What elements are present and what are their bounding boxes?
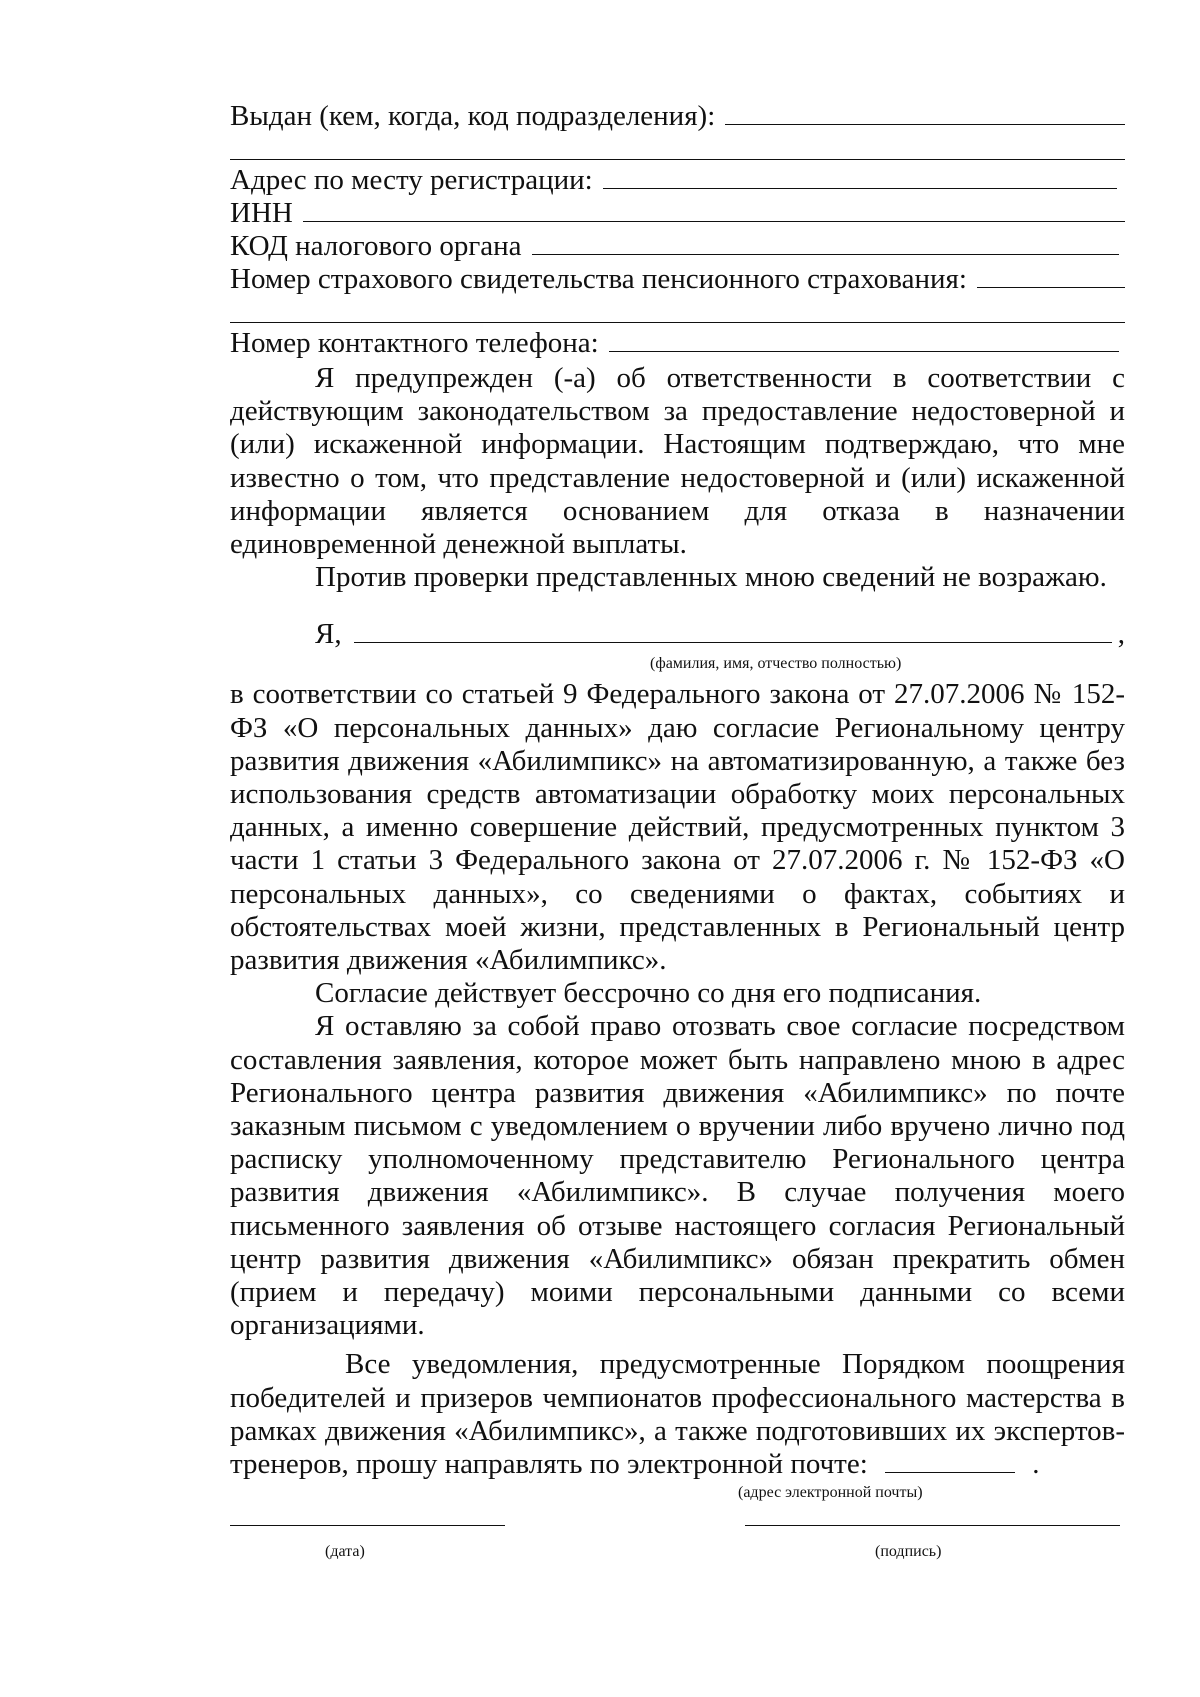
ya-label: Я, (315, 618, 342, 651)
notification-period: . (1032, 1448, 1040, 1481)
inn-row (230, 197, 1125, 230)
tax-code-row (230, 230, 1125, 263)
document-content (230, 100, 1125, 1565)
notification-paragraph (230, 1348, 1125, 1481)
full-name-row (230, 614, 1125, 654)
inn-field[interactable] (303, 197, 1125, 222)
inn-label: ИНН (230, 197, 293, 229)
no-objection-paragraph: Против проверки представленных мною сведений не возражаю. (315, 561, 1107, 594)
signature-field[interactable] (745, 1525, 1120, 1526)
issued-by-field[interactable] (725, 100, 1125, 125)
full-name-field[interactable] (354, 618, 1112, 643)
warning-paragraph: Я предупрежден (-а) об ответственности в соответствии с действующим законодательством за предоставление недостоверной и (или) искаженной информации. Настоящим подтверждаю, что мне известно о том, что представление недостоверной и (или) искаженной информации является основанием для отказа в назначении единовременной денежной выплаты. (230, 362, 1125, 561)
phone-row (230, 327, 1125, 360)
pension-number-row (230, 263, 1125, 296)
address-label: Адрес по месту регистрации: (230, 164, 593, 196)
phone-label: Номер контактного телефона: (230, 327, 599, 359)
date-caption: (дата) (325, 1543, 365, 1561)
tax-code-field[interactable] (532, 230, 1119, 255)
address-field[interactable] (603, 164, 1117, 189)
pension-number-field[interactable] (977, 263, 1125, 288)
email-field[interactable] (885, 1448, 1015, 1473)
full-name-caption: (фамилия, имя, отчество полностью) (650, 655, 902, 673)
consent-paragraph: в соответствии со статьей 9 Федерального закона от 27.07.2006 № 152-ФЗ «О персональных данных» даю согласие Региональному центру развития движения «Абилимпикс» на автоматизированную, а также без использования средств автоматизации обработку моих персональных данных, а именно совершение действий, предусмотренных пунктом 3 части 1 статьи 3 Федерального закона от 27.07.2006 г. № 152-ФЗ «О персональных данных», со сведениями о фактах, событиях и обстоятельствах моей жизни, представленных в Региональный центр развития движения «Абилимпикс». (230, 678, 1125, 977)
validity-paragraph: Согласие действует бессрочно со дня его подписания. (315, 977, 982, 1010)
signature-caption: (подпись) (875, 1543, 942, 1561)
revocation-paragraph: Я оставляю за собой право отозвать свое согласие посредством составления заявления, которое может быть направлено мною в адрес Регионального центра развития движения «Абилимпикс» по почте заказным письмом с уведомлением о вручении либо вручено лично под расписку уполномоченному представителю Регионального центра развития движения «Абилимпикс». В случае получения моего письменного заявления об отзыве настоящего согласия Региональный центр развития движения «Абилимпикс» обязан прекратить обмен (прием и передачу) моими персональными данными со всеми организациями. (230, 1010, 1125, 1342)
phone-field[interactable] (609, 327, 1119, 352)
ya-comma: , (1117, 618, 1125, 651)
pension-number-field-continued[interactable] (230, 296, 1125, 323)
address-row (230, 164, 1125, 197)
pension-number-label: Номер страхового свидетельства пенсионного страхования: (230, 263, 967, 295)
signature-row (230, 1525, 1125, 1565)
issued-by-label: Выдан (кем, когда, код подразделения): (230, 100, 716, 132)
tax-code-label: КОД налогового органа (230, 230, 522, 262)
issued-by-row (230, 100, 1125, 133)
notification-text: Все уведомления, предусмотренные Порядком поощрения победителей и призеров чемпионатов профессионального мастерства в рамках движения «Абилимпикс», а также подготовивших их экспертов-тренеров, прошу направлять по электронной почте: (230, 1348, 1125, 1481)
issued-by-field-continued[interactable] (230, 133, 1125, 160)
date-field[interactable] (230, 1525, 505, 1526)
email-caption: (адрес электронной почты) (738, 1484, 923, 1502)
